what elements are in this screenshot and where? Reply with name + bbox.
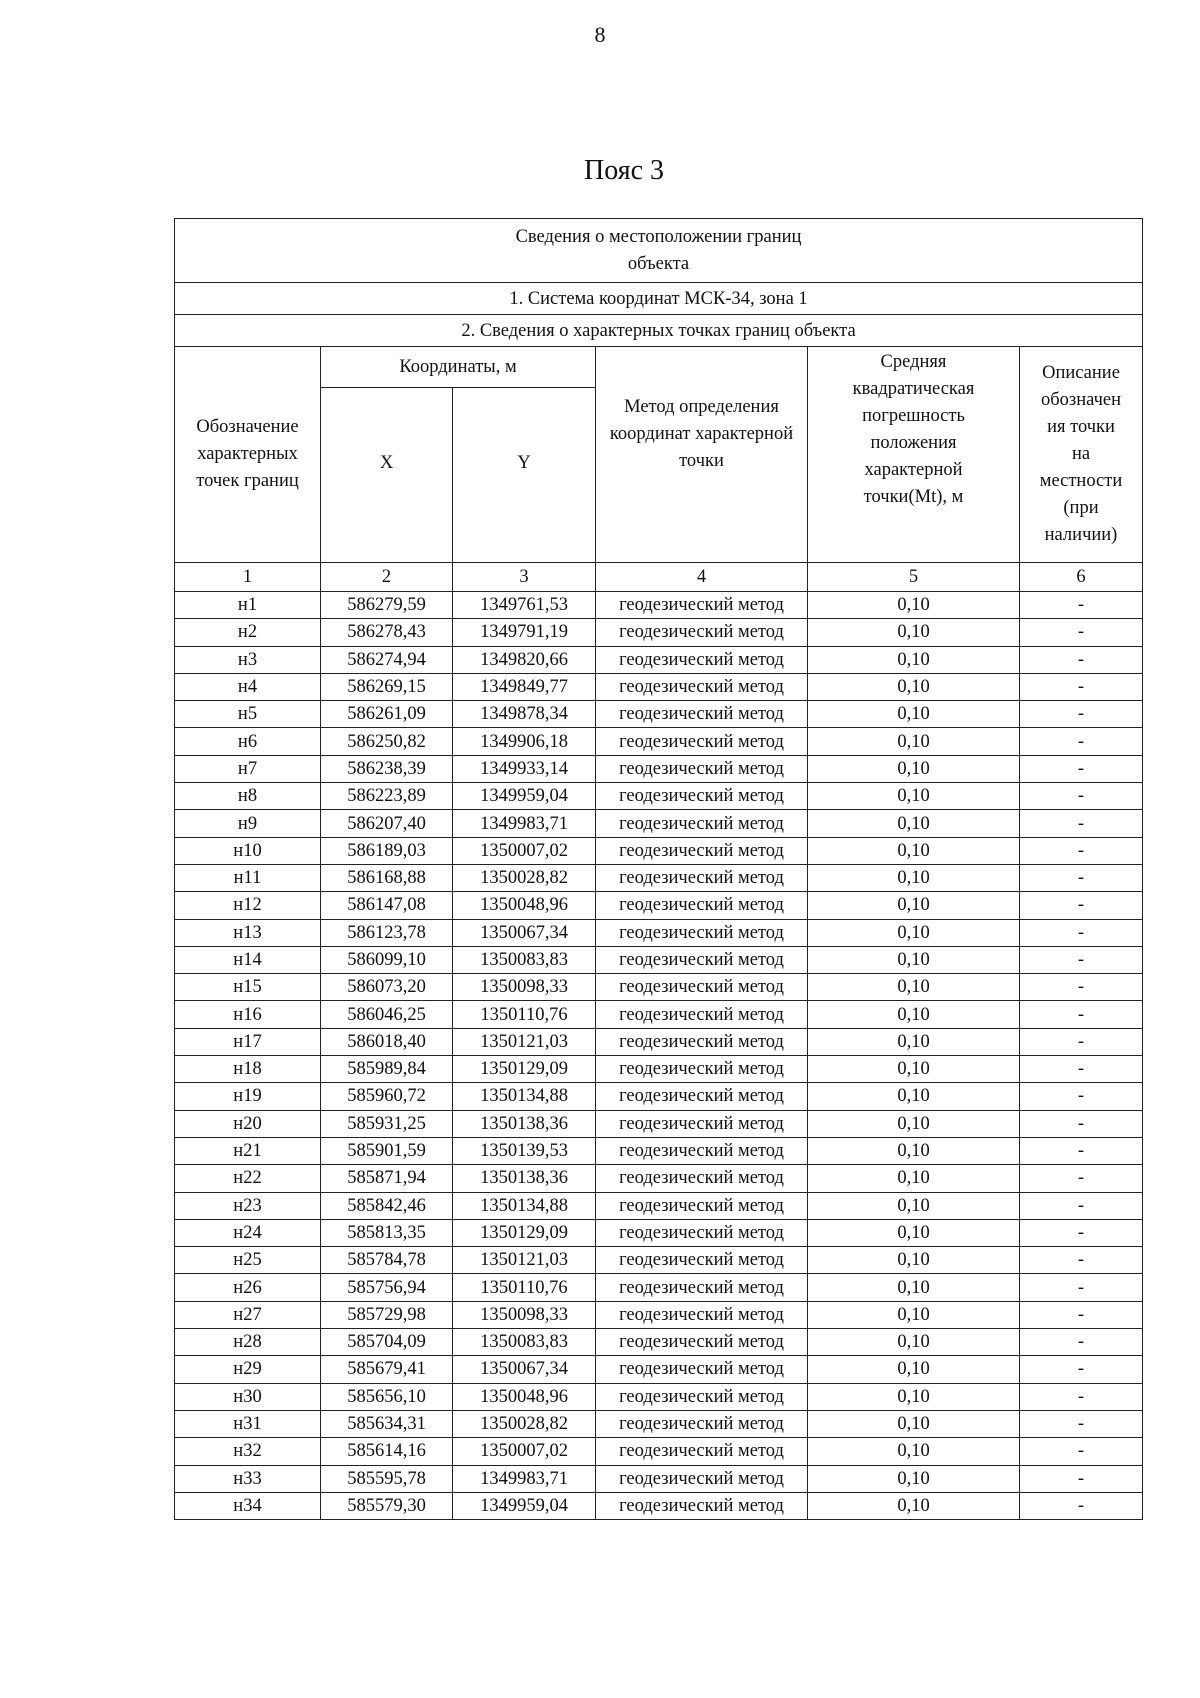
point-error: 0,10	[808, 1192, 1020, 1219]
point-x: 586279,59	[321, 592, 453, 619]
point-y: 1350048,96	[453, 892, 596, 919]
point-method: геодезический метод	[596, 1219, 808, 1246]
point-error: 0,10	[808, 919, 1020, 946]
point-y: 1350139,53	[453, 1137, 596, 1164]
point-id: н8	[175, 783, 321, 810]
point-error: 0,10	[808, 1410, 1020, 1437]
point-x: 586223,89	[321, 783, 453, 810]
column-numbers-row	[175, 563, 1143, 592]
point-method: геодезический метод	[596, 1356, 808, 1383]
header-method-text: Метод определения координат характерной точки	[609, 397, 794, 471]
table-row	[175, 810, 1143, 837]
point-description: -	[1020, 1247, 1143, 1274]
point-method: геодезический метод	[596, 1137, 808, 1164]
point-id: н11	[175, 864, 321, 891]
point-method: геодезический метод	[596, 1001, 808, 1028]
table-row	[175, 1356, 1143, 1383]
point-method: геодезический метод	[596, 673, 808, 700]
point-x: 585729,98	[321, 1301, 453, 1328]
point-description: -	[1020, 1438, 1143, 1465]
point-y: 1350121,03	[453, 1028, 596, 1055]
point-id: н12	[175, 892, 321, 919]
point-y: 1349983,71	[453, 810, 596, 837]
point-id: н13	[175, 919, 321, 946]
header-error-text: Средняя квадратическая погрешность положения характерной точки(Mt), м	[852, 351, 975, 507]
point-y: 1350134,88	[453, 1083, 596, 1110]
coord-system: 1. Система координат МСК-34, зона 1	[175, 283, 1143, 315]
point-y: 1350110,76	[453, 1001, 596, 1028]
point-description: -	[1020, 1056, 1143, 1083]
point-description: -	[1020, 1137, 1143, 1164]
point-method: геодезический метод	[596, 1083, 808, 1110]
point-x: 585931,25	[321, 1110, 453, 1137]
point-description: -	[1020, 592, 1143, 619]
point-y: 1350121,03	[453, 1247, 596, 1274]
table-row	[175, 592, 1143, 619]
point-x: 585960,72	[321, 1083, 453, 1110]
point-error: 0,10	[808, 1301, 1020, 1328]
point-error: 0,10	[808, 783, 1020, 810]
point-y: 1349959,04	[453, 1492, 596, 1519]
point-x: 586099,10	[321, 946, 453, 973]
point-description: -	[1020, 1356, 1143, 1383]
point-description: -	[1020, 619, 1143, 646]
point-id: н17	[175, 1028, 321, 1055]
point-description: -	[1020, 1110, 1143, 1137]
column-number: 6	[1020, 563, 1143, 592]
point-y: 1349983,71	[453, 1465, 596, 1492]
point-method: геодезический метод	[596, 1383, 808, 1410]
table-row	[175, 1301, 1143, 1328]
table-row	[175, 1247, 1143, 1274]
point-y: 1349761,53	[453, 592, 596, 619]
point-y: 1350129,09	[453, 1219, 596, 1246]
section-title-text: Сведения о местоположении границ объекта	[515, 226, 802, 274]
point-description: -	[1020, 974, 1143, 1001]
header-error	[808, 347, 1020, 563]
table-row	[175, 864, 1143, 891]
table-row	[175, 1410, 1143, 1437]
point-method: геодезический метод	[596, 1465, 808, 1492]
table-row	[175, 1165, 1143, 1192]
point-method: геодезический метод	[596, 755, 808, 782]
point-method: геодезический метод	[596, 619, 808, 646]
point-description: -	[1020, 1492, 1143, 1519]
point-y: 1350110,76	[453, 1274, 596, 1301]
point-x: 586278,43	[321, 619, 453, 646]
point-id: н4	[175, 673, 321, 700]
point-method: геодезический метод	[596, 837, 808, 864]
point-description: -	[1020, 1001, 1143, 1028]
point-error: 0,10	[808, 1083, 1020, 1110]
point-method: геодезический метод	[596, 1438, 808, 1465]
header-description	[1020, 347, 1143, 563]
point-method: геодезический метод	[596, 1056, 808, 1083]
point-x: 586168,88	[321, 864, 453, 891]
point-id: н20	[175, 1110, 321, 1137]
point-error: 0,10	[808, 864, 1020, 891]
table-row	[175, 646, 1143, 673]
point-x: 586189,03	[321, 837, 453, 864]
point-x: 586274,94	[321, 646, 453, 673]
point-x: 585704,09	[321, 1329, 453, 1356]
table-row	[175, 1438, 1143, 1465]
point-y: 1349791,19	[453, 619, 596, 646]
point-id: н22	[175, 1165, 321, 1192]
column-number: 2	[321, 563, 453, 592]
point-error: 0,10	[808, 1028, 1020, 1055]
point-method: геодезический метод	[596, 592, 808, 619]
point-error: 0,10	[808, 1356, 1020, 1383]
point-id: н29	[175, 1356, 321, 1383]
point-description: -	[1020, 1083, 1143, 1110]
point-error: 0,10	[808, 728, 1020, 755]
header-x-text: X	[379, 452, 394, 473]
table-row	[175, 1137, 1143, 1164]
point-method: геодезический метод	[596, 1165, 808, 1192]
point-x: 586046,25	[321, 1001, 453, 1028]
point-error: 0,10	[808, 946, 1020, 973]
table-row	[175, 1492, 1143, 1519]
point-y: 1350007,02	[453, 837, 596, 864]
table-row	[175, 919, 1143, 946]
point-id: н1	[175, 592, 321, 619]
point-id: н31	[175, 1410, 321, 1437]
table-row	[175, 1083, 1143, 1110]
column-number: 4	[596, 563, 808, 592]
point-method: геодезический метод	[596, 1301, 808, 1328]
point-id: н19	[175, 1083, 321, 1110]
point-x: 585989,84	[321, 1056, 453, 1083]
table-row	[175, 974, 1143, 1001]
point-id: н7	[175, 755, 321, 782]
point-description: -	[1020, 1274, 1143, 1301]
point-method: геодезический метод	[596, 1110, 808, 1137]
point-x: 585579,30	[321, 1492, 453, 1519]
boundary-points-table	[174, 218, 1143, 1520]
point-description: -	[1020, 701, 1143, 728]
point-x: 585871,94	[321, 1165, 453, 1192]
header-coordinates: Координаты, м	[321, 347, 596, 388]
point-id: н27	[175, 1301, 321, 1328]
point-description: -	[1020, 1192, 1143, 1219]
point-x: 586123,78	[321, 919, 453, 946]
table-row	[175, 1110, 1143, 1137]
header-designation: Обозначение характерных точек границ	[175, 347, 321, 563]
point-description: -	[1020, 946, 1143, 973]
table-row	[175, 701, 1143, 728]
point-description: -	[1020, 646, 1143, 673]
table-row	[175, 1465, 1143, 1492]
point-description: -	[1020, 1383, 1143, 1410]
point-y: 1350129,09	[453, 1056, 596, 1083]
point-error: 0,10	[808, 837, 1020, 864]
point-x: 585634,31	[321, 1410, 453, 1437]
point-y: 1350067,34	[453, 919, 596, 946]
point-y: 1349849,77	[453, 673, 596, 700]
header-y	[453, 388, 596, 563]
point-description: -	[1020, 810, 1143, 837]
point-y: 1350048,96	[453, 1383, 596, 1410]
point-method: геодезический метод	[596, 1274, 808, 1301]
point-method: геодезический метод	[596, 1492, 808, 1519]
point-y: 1350028,82	[453, 864, 596, 891]
point-description: -	[1020, 1028, 1143, 1055]
point-y: 1350083,83	[453, 946, 596, 973]
point-description: -	[1020, 864, 1143, 891]
point-error: 0,10	[808, 1247, 1020, 1274]
table-row	[175, 1056, 1143, 1083]
point-x: 586207,40	[321, 810, 453, 837]
point-description: -	[1020, 1165, 1143, 1192]
point-description: -	[1020, 1465, 1143, 1492]
point-error: 0,10	[808, 755, 1020, 782]
point-error: 0,10	[808, 1001, 1020, 1028]
header-y-text: Y	[517, 452, 531, 473]
table-row	[175, 837, 1143, 864]
point-description: -	[1020, 755, 1143, 782]
table-row	[175, 1219, 1143, 1246]
point-description: -	[1020, 919, 1143, 946]
point-id: н28	[175, 1329, 321, 1356]
point-error: 0,10	[808, 1274, 1020, 1301]
point-id: н5	[175, 701, 321, 728]
point-error: 0,10	[808, 592, 1020, 619]
point-error: 0,10	[808, 701, 1020, 728]
point-y: 1349959,04	[453, 783, 596, 810]
point-description: -	[1020, 673, 1143, 700]
page-number: 8	[594, 22, 606, 47]
point-y: 1350138,36	[453, 1110, 596, 1137]
point-error: 0,10	[808, 1329, 1020, 1356]
point-error: 0,10	[808, 1219, 1020, 1246]
point-error: 0,10	[808, 892, 1020, 919]
point-id: н30	[175, 1383, 321, 1410]
table-row	[175, 783, 1143, 810]
point-error: 0,10	[808, 1110, 1020, 1137]
point-y: 1350098,33	[453, 1301, 596, 1328]
point-id: н21	[175, 1137, 321, 1164]
point-error: 0,10	[808, 646, 1020, 673]
point-error: 0,10	[808, 1465, 1020, 1492]
point-x: 586261,09	[321, 701, 453, 728]
point-y: 1350098,33	[453, 974, 596, 1001]
point-id: н23	[175, 1192, 321, 1219]
point-method: геодезический метод	[596, 1028, 808, 1055]
point-description: -	[1020, 837, 1143, 864]
point-y: 1349906,18	[453, 728, 596, 755]
table-row	[175, 1329, 1143, 1356]
table-row	[175, 673, 1143, 700]
point-error: 0,10	[808, 673, 1020, 700]
point-error: 0,10	[808, 1438, 1020, 1465]
point-method: геодезический метод	[596, 1192, 808, 1219]
point-error: 0,10	[808, 1492, 1020, 1519]
point-method: геодезический метод	[596, 810, 808, 837]
point-method: геодезический метод	[596, 974, 808, 1001]
point-method: геодезический метод	[596, 864, 808, 891]
points-title: 2. Сведения о характерных точках границ объекта	[175, 315, 1143, 347]
header-x	[321, 388, 453, 563]
table-row	[175, 619, 1143, 646]
point-error: 0,10	[808, 974, 1020, 1001]
header-description-text: Описание обозначен ия точки на местности (при наличии)	[1039, 363, 1123, 545]
point-method: геодезический метод	[596, 1329, 808, 1356]
point-method: геодезический метод	[596, 646, 808, 673]
point-y: 1350028,82	[453, 1410, 596, 1437]
point-y: 1350138,36	[453, 1165, 596, 1192]
point-x: 585595,78	[321, 1465, 453, 1492]
point-x: 586147,08	[321, 892, 453, 919]
point-id: н15	[175, 974, 321, 1001]
point-id: н18	[175, 1056, 321, 1083]
point-description: -	[1020, 1410, 1143, 1437]
point-id: н6	[175, 728, 321, 755]
point-y: 1349933,14	[453, 755, 596, 782]
point-error: 0,10	[808, 1383, 1020, 1410]
point-x: 586073,20	[321, 974, 453, 1001]
point-description: -	[1020, 783, 1143, 810]
column-number: 1	[175, 563, 321, 592]
point-id: н16	[175, 1001, 321, 1028]
point-id: н32	[175, 1438, 321, 1465]
point-id: н14	[175, 946, 321, 973]
point-x: 585813,35	[321, 1219, 453, 1246]
section-title	[175, 219, 1143, 283]
point-x: 586238,39	[321, 755, 453, 782]
table-row	[175, 1383, 1143, 1410]
point-y: 1350007,02	[453, 1438, 596, 1465]
point-x: 586018,40	[321, 1028, 453, 1055]
point-method: геодезический метод	[596, 892, 808, 919]
point-method: геодезический метод	[596, 1247, 808, 1274]
point-id: н2	[175, 619, 321, 646]
point-description: -	[1020, 728, 1143, 755]
point-method: геодезический метод	[596, 728, 808, 755]
point-x: 585614,16	[321, 1438, 453, 1465]
point-method: геодезический метод	[596, 1410, 808, 1437]
point-error: 0,10	[808, 619, 1020, 646]
table-row	[175, 728, 1143, 755]
table-row	[175, 755, 1143, 782]
column-number: 5	[808, 563, 1020, 592]
table-row	[175, 1028, 1143, 1055]
table-row	[175, 1274, 1143, 1301]
point-id: н3	[175, 646, 321, 673]
point-x: 585784,78	[321, 1247, 453, 1274]
point-x: 585842,46	[321, 1192, 453, 1219]
point-id: н24	[175, 1219, 321, 1246]
point-error: 0,10	[808, 810, 1020, 837]
point-x: 585756,94	[321, 1274, 453, 1301]
point-x: 586269,15	[321, 673, 453, 700]
point-method: геодезический метод	[596, 919, 808, 946]
column-number: 3	[453, 563, 596, 592]
point-y: 1350067,34	[453, 1356, 596, 1383]
point-id: н26	[175, 1274, 321, 1301]
point-x: 585656,10	[321, 1383, 453, 1410]
table-row	[175, 946, 1143, 973]
point-y: 1350134,88	[453, 1192, 596, 1219]
point-id: н34	[175, 1492, 321, 1519]
point-id: н25	[175, 1247, 321, 1274]
point-description: -	[1020, 1329, 1143, 1356]
header-method	[596, 347, 808, 563]
point-description: -	[1020, 1219, 1143, 1246]
point-x: 586250,82	[321, 728, 453, 755]
point-method: геодезический метод	[596, 701, 808, 728]
point-x: 585679,41	[321, 1356, 453, 1383]
table-row	[175, 1192, 1143, 1219]
point-y: 1350083,83	[453, 1329, 596, 1356]
point-description: -	[1020, 892, 1143, 919]
point-method: геодезический метод	[596, 946, 808, 973]
point-y: 1349820,66	[453, 646, 596, 673]
table-row	[175, 892, 1143, 919]
point-id: н33	[175, 1465, 321, 1492]
point-method: геодезический метод	[596, 783, 808, 810]
page-title: Пояс 3	[584, 155, 664, 186]
point-error: 0,10	[808, 1056, 1020, 1083]
point-x: 585901,59	[321, 1137, 453, 1164]
point-y: 1349878,34	[453, 701, 596, 728]
point-id: н9	[175, 810, 321, 837]
point-id: н10	[175, 837, 321, 864]
point-description: -	[1020, 1301, 1143, 1328]
point-error: 0,10	[808, 1165, 1020, 1192]
point-error: 0,10	[808, 1137, 1020, 1164]
table-row	[175, 1001, 1143, 1028]
